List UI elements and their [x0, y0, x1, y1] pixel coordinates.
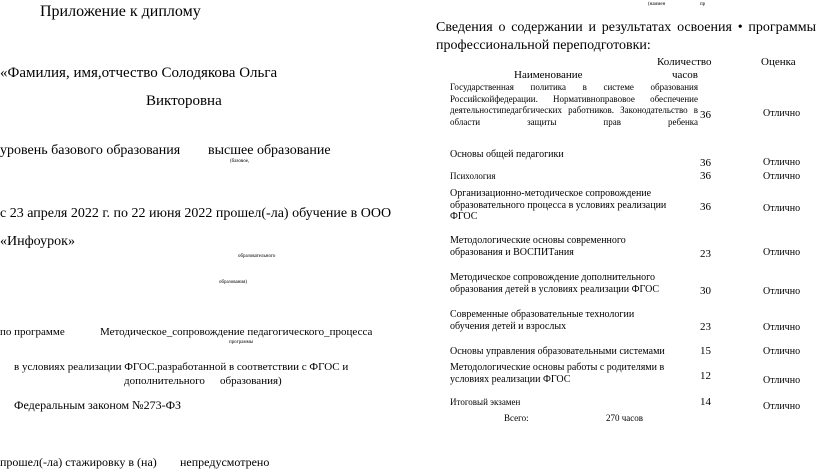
table-row-name: Методологические основы современного образования и ВОСПИТания: [450, 235, 626, 258]
table-row-hours: 30: [700, 285, 711, 297]
table-row-grade: Отлично: [763, 286, 801, 297]
organization: «Инфоурок»: [0, 234, 75, 249]
column-name-label: Наименование: [514, 69, 583, 81]
table-row-name: Основы общей педагогики: [450, 149, 564, 160]
section-heading-line1: Сведения о содержании и результатах освоения • программы: [436, 20, 816, 35]
page-title: Приложение к диплому: [40, 3, 201, 20]
table-row-name: Государственная политика в системе образования Российскойфедерации. Нормативноправовое обеспечение деятельностипедагбгических работников. Законодательство в области защиты прав ребенка: [450, 82, 698, 127]
program-note: программы: [229, 340, 254, 345]
table-row-hours: 15: [700, 345, 711, 357]
table-row-name: Основы управления образовательными системами: [450, 346, 665, 357]
top-note-a: (наимен: [648, 2, 666, 7]
program-line3-a: дополнительного: [124, 375, 205, 387]
table-row-name: Современные образовательные технологии обучения детей и взрослых: [450, 309, 635, 332]
table-row-grade: Отлично: [763, 346, 801, 357]
internship-label: прошел(-ла) стажировку в (на): [0, 455, 157, 469]
study-period: с 23 апреля 2022 г. по 22 июня 2022 прошел(-ла) обучение в ООО: [0, 206, 392, 221]
education-level-label: уровень базового образования: [0, 143, 181, 158]
column-grade-label: Оценка: [761, 56, 796, 68]
top-note-b: пр: [700, 2, 706, 7]
education-level-value: высшее образование: [208, 143, 331, 158]
table-row-hours: 14: [700, 396, 711, 408]
table-row-grade: Отлично: [763, 203, 801, 214]
full-name-line1: «Фамилия, имя,отчество Солодякова Ольга: [0, 65, 278, 81]
column-hours-label-2: часов: [672, 69, 698, 81]
total-value: 270 часов: [606, 413, 644, 423]
table-row-name: Итоговый экзамен: [450, 397, 521, 407]
table-row-hours: 36: [700, 170, 711, 182]
program-value: Методическое_сопровождение педагогического_процесса: [100, 326, 373, 338]
table-row-name: Методологические основы работы с родителями в условиях реализации ФГОС: [450, 362, 665, 385]
table-row-grade: Отлично: [763, 157, 801, 168]
program-line2: в условиях реализации ФГОС.разработанной в соответствии с ФГОС и: [14, 361, 349, 373]
section-heading-line2: профессиональной переподготовки:: [436, 38, 651, 53]
education-level-note: (базовое,: [230, 159, 250, 164]
table-row-hours: 36: [700, 157, 711, 169]
table-row-grade: Отлично: [763, 108, 801, 119]
table-row-grade: Отлично: [763, 247, 801, 258]
full-name-line2: Викторовна: [146, 93, 222, 109]
table-row-grade: Отлично: [763, 375, 801, 386]
table-row-hours: 36: [700, 201, 711, 213]
program-label: по программе: [0, 326, 65, 338]
education-note: образования): [219, 280, 248, 285]
table-row-grade: Отлично: [763, 171, 801, 182]
table-row-hours: 36: [700, 109, 711, 121]
table-row-name: Психология: [450, 171, 496, 181]
column-hours-label-1: Количество: [657, 56, 712, 68]
internship-value: непредусмотрено: [180, 455, 270, 469]
table-row-grade: Отлично: [763, 401, 801, 412]
table-row-hours: 23: [700, 321, 711, 333]
table-row-hours: 23: [700, 248, 711, 260]
total-label: Всего:: [504, 413, 529, 423]
table-row-hours: 12: [700, 370, 711, 382]
table-row-name: Организационно-методическое сопровождение образовательного процесса в условиях реализации ФГОС: [450, 188, 667, 222]
table-row-name: Методическое сопровождение дополнительного образования детей в условиях реализации ФГОС: [450, 272, 660, 295]
table-row-grade: Отлично: [763, 322, 801, 333]
federal-law: Федеральным законом №273-ФЗ: [14, 398, 182, 412]
organization-note: образовательного: [238, 254, 276, 259]
program-line3-b: образования): [220, 375, 282, 387]
